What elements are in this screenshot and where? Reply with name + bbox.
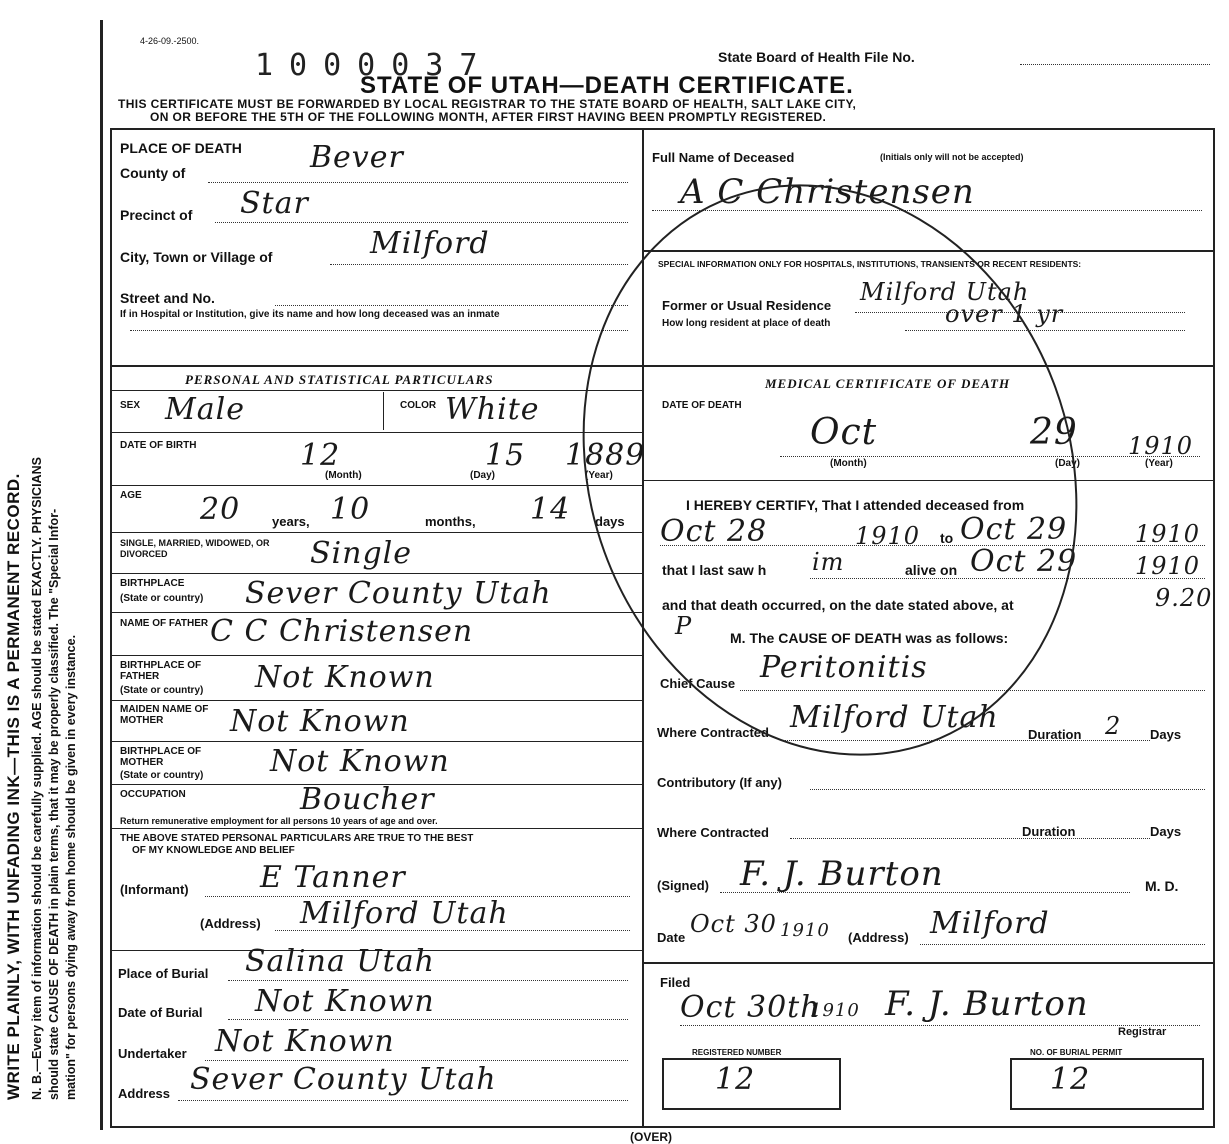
color-label: COLOR [400,400,437,411]
attended-from-year: 1910 [855,522,921,550]
filed-date: Oct 30th [680,990,821,1025]
dob-month-caption: (Month) [325,470,362,481]
age-months: 10 [330,492,371,527]
age-days-label: days [595,514,625,529]
physician-address-line [920,944,1205,945]
attended-to-label: to [940,530,954,546]
city-label: City, Town or Village of [120,249,273,265]
md-label: M. D. [1145,878,1179,894]
stamp-number: 1000037 [255,48,494,83]
precinct-label: Precinct of [120,207,193,223]
filed-label: Filed [660,975,691,990]
undertaker-value: Not Known [215,1024,395,1059]
birthplace-state: (State or country) [120,593,204,604]
where-contracted-value: Milford Utah [790,700,999,735]
sign-date-year: 1910 [780,920,830,941]
special-info: SPECIAL INFORMATION ONLY FOR HOSPITALS, INSTITUTIONS, TRANSIENTS OR RECENT RESIDENTS: [658,259,1082,269]
burial-date-line [228,1019,628,1020]
notice-line-2: ON OR BEFORE THE 5TH OF THE FOLLOWING MONTH, AFTER FIRST HAVING BEEN PROMPTLY REGISTERED. [150,110,827,124]
burial-place-label: Place of Burial [118,966,209,981]
burial-place-value: Salina Utah [245,944,435,979]
birthplace-label: BIRTHPLACE [120,578,185,589]
age-label: AGE [120,490,142,501]
certificate-title: STATE OF UTAH—DEATH CERTIFICATE. [360,72,854,99]
occurred-label: and that death occurred, on the date stated above, at [662,597,1014,613]
dob-year-caption: (Year) [585,470,613,481]
row-rule-10 [110,828,642,829]
death-ampm: P [675,612,693,640]
reg-number-label: REGISTERED NUMBER [692,1048,782,1057]
burial-date-label: Date of Burial [118,1005,203,1020]
father-label: NAME OF FATHER [120,618,209,629]
occupation-value: Boucher [300,782,435,817]
attest-line-1: THE ABOVE STATED PERSONAL PARTICULARS ARE TRUE TO THE BEST [120,833,474,844]
name-note: (Initials only will not be accepted) [880,152,1024,162]
dod-label: DATE OF DEATH [662,400,742,411]
mother-birth-value: Not Known [270,744,450,779]
contributory-label: Contributory (If any) [657,775,782,790]
mother-birth-label: BIRTHPLACE OF MOTHER [120,746,202,768]
hospital-line [130,330,628,331]
duration-value: 2 [1105,712,1122,740]
permit-label: NO. OF BURIAL PERMIT [1030,1048,1123,1057]
file-no-line [1020,64,1210,65]
mother-value: Not Known [230,704,410,739]
over-label: (OVER) [630,1130,672,1144]
sex-label: SEX [120,400,141,411]
age-days: 14 [530,492,571,527]
medical-heading: MEDICAL CERTIFICATE OF DEATH [765,376,1011,391]
permit-value: 12 [1050,1062,1091,1097]
sex-value: Male [165,392,245,427]
age-years: 20 [200,492,241,527]
ink-oval-mark [560,150,1120,790]
dob-month: 12 [300,438,341,473]
marital-label: SINGLE, MARRIED, WIDOWED, OR DIVORCED [120,538,270,559]
street-label: Street and No. [120,290,215,306]
margin-main-note: WRITE PLAINLY, WITH UNFADING INK—THIS IS A PERMANENT RECORD. [4,473,23,1100]
margin-note-3: mation" for persons dying away from home should be given in every instance. [64,634,78,1100]
form-code: 4-26-09.-2500. [140,36,200,46]
frame-right [1213,128,1215,1128]
county-label: County of [120,165,186,181]
informant-value: E Tanner [260,860,406,895]
chief-cause-value: Peritonitis [760,650,928,685]
hospital-note: If in Hospital or Institution, give its name and how long deceased was an inmate [120,309,500,320]
county-value: Bever [310,140,404,175]
mother-label: MAIDEN NAME OF MOTHER [120,704,209,726]
undertaker-address-value: Sever County Utah [190,1062,497,1097]
duration-2-days-label: Days [1150,824,1182,839]
residence-value: Milford Utah [860,278,1030,306]
dob-year: 1889 [565,438,646,473]
margin-note-1: N. B.—Every item of information should be carefully supplied. AGE should be stated EXACTLY. PHYSICIANS [30,457,44,1100]
dob-label: DATE OF BIRTH [120,440,197,451]
dod-day: 29 [1030,412,1078,453]
certify-statement: I HEREBY CERTIFY, That I attended deceased from [686,497,1025,513]
city-value: Milford [370,226,490,261]
dod-month-caption: (Month) [830,458,867,469]
dod-month: Oct [810,412,878,453]
notice-line-1: THIS CERTIFICATE MUST BE FORWARDED BY LOCAL REGISTRAR TO THE STATE BOARD OF HEALTH, SALT LAKE CITY, [118,97,857,111]
occupation-label: OCCUPATION [120,789,186,800]
reg-number-value: 12 [715,1062,756,1097]
cause-line: M. The CAUSE OF DEATH was as follows: [730,630,1009,646]
father-birth-value: Not Known [255,660,435,695]
informant-label: (Informant) [120,882,189,897]
physician-address-label: (Address) [848,930,909,945]
dob-day-caption: (Day) [470,470,496,481]
dod-year-caption: (Year) [1145,458,1173,469]
attended-from: Oct 28 [660,514,768,549]
alive-on-label: alive on [905,562,958,578]
personal-heading: PERSONAL AND STATISTICAL PARTICULARS [185,372,494,387]
undertaker-label: Undertaker [118,1046,187,1061]
chief-cause-label: Chief Cause [660,676,736,691]
place-heading: PLACE OF DEATH [120,140,242,156]
where-contracted-2-label: Where Contracted [657,825,769,840]
undertaker-address-line [178,1100,628,1101]
file-no-label: State Board of Health File No. [718,49,915,65]
dob-day: 15 [485,438,526,473]
frame-left [110,128,112,1128]
duration-label: Duration [1028,727,1082,742]
deceased-name: A C Christensen [680,172,975,212]
duration-days-label: Days [1150,727,1182,742]
informant-address-value: Milford Utah [300,896,509,931]
death-time: 9.20 [1155,584,1213,612]
where-2-line [790,838,1150,839]
attest-line-2: OF MY KNOWLEDGE AND BELIEF [132,845,295,856]
margin-note-2: should state CAUSE OF DEATH in plain terms, that it may be properly classified. The "Special Infor- [47,508,61,1100]
mother-birth-state: (State or country) [120,770,204,781]
residence-label: Former or Usual Residence [662,298,832,313]
dod-year: 1910 [1128,432,1194,460]
physician-signature: F. J. Burton [740,854,944,894]
occupation-note: Return remunerative employment for all persons 10 years of age and over. [120,816,438,826]
burial-date-value: Not Known [255,984,435,1019]
age-years-label: years, [272,514,310,529]
attended-to-year: 1910 [1135,520,1201,548]
attended-to: Oct 29 [960,512,1068,547]
frame-bottom [110,1126,1215,1128]
sign-date-label: Date [657,930,686,945]
signed-label: (Signed) [657,878,709,893]
marital-value: Single [310,536,413,571]
last-seen-label: that I last saw h [662,562,767,578]
age-months-label: months, [425,514,476,529]
registrar-signature: F. J. Burton [885,984,1089,1024]
father-value: C C Christensen [210,614,474,649]
sex-color-divider [383,392,384,430]
sign-date-value: Oct 30 [690,910,777,938]
last-seen-him: im [812,548,845,576]
medical-rule-2 [644,962,1214,964]
signed-line [720,892,1130,893]
burial-place-line [228,980,628,981]
permit-box [1010,1058,1204,1110]
last-seen-year: 1910 [1135,552,1201,580]
father-birth-state: (State or country) [120,685,204,696]
resident-label: How long resident at place of death [662,318,831,329]
informant-address-label: (Address) [200,916,261,931]
resident-value: over 1 yr [945,300,1064,328]
duration-2-label: Duration [1022,824,1076,839]
last-seen-date: Oct 29 [970,544,1078,579]
physician-address-value: Milford [930,906,1050,941]
registrar-label: Registrar [1118,1026,1167,1038]
filed-year: 1910 [810,1000,860,1021]
frame-top [110,128,1215,130]
undertaker-line [205,1060,628,1061]
binding-rule [100,20,103,1130]
birthplace-value: Sever County Utah [245,576,552,611]
color-value: White [445,392,540,427]
where-contracted-label: Where Contracted [657,725,769,740]
name-label: Full Name of Deceased [652,150,795,165]
undertaker-address-label: Address [118,1086,171,1101]
father-birth-label: BIRTHPLACE OF FATHER [120,660,202,682]
precinct-value: Star [240,186,309,221]
dod-day-caption: (Day) [1055,458,1081,469]
